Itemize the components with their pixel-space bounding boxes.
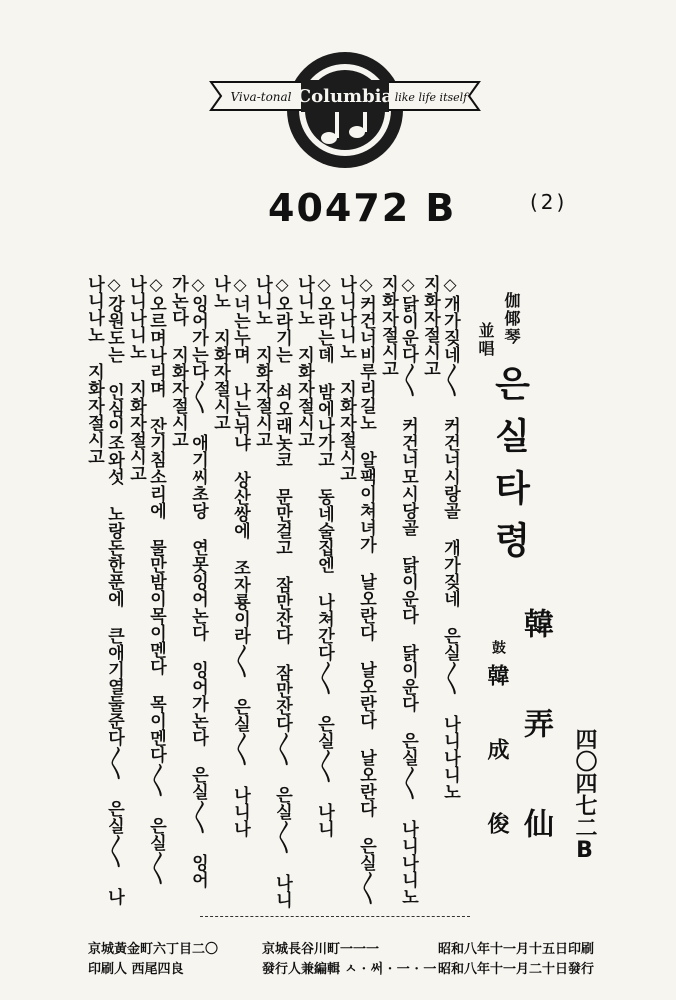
lyric-line: 나니나니노 지화자절시고 — [336, 275, 356, 482]
lyric-line: ◇개가짖네〱 커건너시랑골 개가짖네 은실〱 나니나니노 — [440, 275, 460, 800]
lyric-line: 나노 지화자절시고 — [210, 275, 230, 431]
footer-print-date: 昭和八年十一月十五日印刷 — [437, 942, 594, 957]
footer-divider — [200, 916, 470, 917]
drum-label: 鼓 — [490, 640, 506, 654]
footer-publisher: 發行人兼編輯 ㅅ · 써 · 一 · 一 · — [262, 962, 446, 977]
catalog-number-vertical: 四〇四七二B — [572, 728, 597, 863]
footer-printer: 印刷人 西尾四良 — [88, 962, 184, 977]
lyric-line: ◇오라는뎨 밤에나가고 동네술집엔 나쳐간다〱 은실〱 나니 — [314, 275, 334, 837]
lyric-line: 나니노 지화자절시고 — [294, 275, 314, 448]
lyric-line: ◇너는누며 나는뉘냐 상산쌍에 조자룡이라〱 은실〱 나니나 — [230, 275, 250, 837]
singer-name: 韓弄仙 — [518, 608, 553, 908]
lyric-line: ◇강원도는 인심이조와섯 노랑돈한푼에 큰애기열둘준다〱 은실〱 나 — [104, 275, 124, 905]
genre-label-2: 並唱 — [476, 322, 495, 358]
lyric-line: ◇커건너비루리길노 알팩이쳐녀가 날오란다 날오란다 날오란다 은실〱 — [356, 275, 376, 905]
drummer-name: 韓成俊 — [484, 664, 510, 886]
lyric-line: 지화자절시고 — [420, 275, 440, 377]
lyric-line: 나니노 지화자절시고 — [252, 275, 272, 448]
lyric-line: 지화자절시고 — [378, 275, 398, 377]
lyric-line: 나니나니노 지화자절시고 — [126, 275, 146, 482]
song-title: 은실타령 — [489, 365, 531, 573]
lyric-line: ◇오르며나리며 잔기침소리에 물만밤이목이멘다 목이멘다〱 은실〱 — [146, 275, 166, 885]
footer-publish-date: 昭和八年十一月二十日發行 — [437, 962, 594, 977]
footer-printer-address: 京城黃金町六丁目二〇 — [88, 942, 219, 957]
footer-publisher-address: 京城長谷川町一一一 — [262, 942, 380, 957]
lyric-line: 나니나노 지화자절시고 — [84, 275, 104, 465]
page-number: (2) — [530, 190, 568, 214]
lyric-line: ◇잉어가는다〱 애기씨초당 연못잉어논다 잉어가논다 은실〱 잉어 — [188, 275, 208, 888]
logo-left-ribbon-text: Viva-tonal — [230, 90, 292, 104]
catalog-number: 40472 B — [268, 186, 457, 230]
lyric-line: ◇닭이운다〱 커건너모시당골 닭이운다 닭이운다 은실〱 나니나니노 — [398, 275, 418, 905]
logo-right-ribbon-text: like life itself — [394, 91, 468, 104]
genre-label: 伽倻琴 — [502, 292, 521, 346]
lyric-line: ◇오라기는 쇠오래놋코 문만걸고 잠만잔다 잠만잔다〱 은실〱 나니 — [272, 275, 292, 908]
lyric-line: 가논다 지화자절시고 — [168, 275, 188, 448]
logo-brand: Columbia — [296, 86, 394, 107]
columbia-logo — [205, 40, 485, 170]
